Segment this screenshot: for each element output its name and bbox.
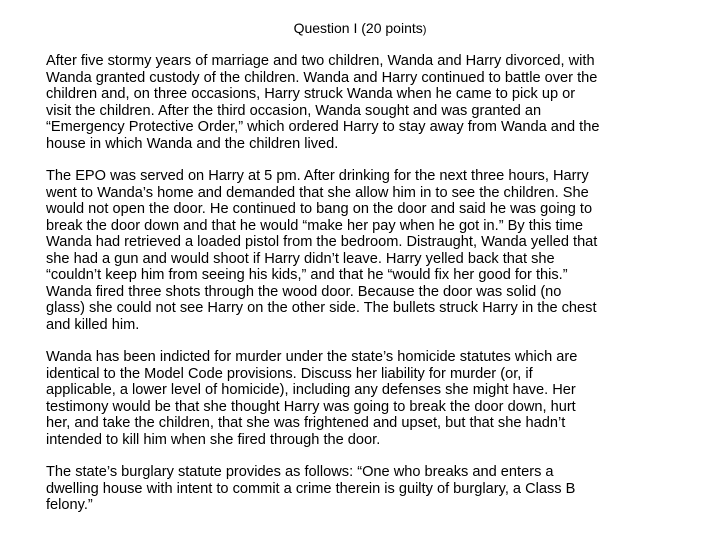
paragraph-line: children and, on three occasions, Harry struck Wanda when he came to pick up or [46,86,576,102]
question-title-main: Question I (20 points [293,20,423,36]
paragraph-line: Wanda had retrieved a loaded pistol from the bedroom. Distraught, Wanda yelled that [46,234,598,250]
paragraph-line: testimony would be that she thought Harry was going to break the door down, hurt [46,398,576,415]
paragraph-line: After five stormy years of marriage and two children, Wanda and Harry divorced, with [46,53,595,69]
question-title-closing-paren: ) [422,24,427,36]
paragraph-line: The state’s burglary statute provides as follows: “One who breaks and enters a [46,464,554,480]
paragraph-line: break the door down and that he would “make her pay when he got in.” By this time [46,217,584,234]
paragraph-line: “Emergency Protective Order,” which ordered Harry to stay away from Wanda and the [46,119,600,135]
paragraph-line: would not open the door. He continued to bang on the door and said he was going to [46,201,593,217]
paragraph-line: identical to the Model Code provisions. Discuss her liability for murder (or, if [46,365,533,382]
paragraph-line: applicable, a lower level of homicide), including any defenses she might have. Her [46,382,576,398]
paragraph-line: dwelling house with intent to commit a crime therein is guilty of burglary, a Class B [46,480,576,497]
paragraph-line: Wanda fired three shots through the wood door. Because the door was solid (no [46,283,562,300]
question-title [0,20,720,38]
paragraph-line: “couldn’t keep him from seeing his kids,” and that he “would fix her good for this.” [46,267,568,283]
paragraph-line: felony.” [46,497,93,513]
paragraph-line: and killed him. [46,316,140,333]
paragraph-line: she had a gun and would shoot if Harry didn’t leave. Harry yelled back that she [46,250,555,267]
paragraph-facts-shooting [46,168,706,333]
paragraph-line: her, and take the children, that she was frightened and upset, but that she hadn’t [46,415,566,431]
paragraph-line: intended to kill him when she fired through the door. [46,431,381,448]
paragraph-line: house in which Wanda and the children lived. [46,135,339,152]
paragraph-line: Wanda granted custody of the children. Wanda and Harry continued to battle over the [46,69,598,86]
paragraph-line: glass) she could not see Harry on the other side. The bullets struck Harry in the chest [46,300,597,316]
paragraph-line: Wanda has been indicted for murder under the state’s homicide statutes which are [46,349,578,365]
paragraph-line: went to Wanda’s home and demanded that she allow him in to see the children. She [46,184,589,201]
paragraph-facts-divorce [46,53,706,152]
paragraph-question-prompt [46,349,706,448]
paragraph-line: The EPO was served on Harry at 5 pm. After drinking for the next three hours, Harry [46,168,589,184]
paragraph-burglary-statute [46,464,706,514]
paragraph-line: visit the children. After the third occasion, Wanda sought and was granted an [46,102,542,119]
